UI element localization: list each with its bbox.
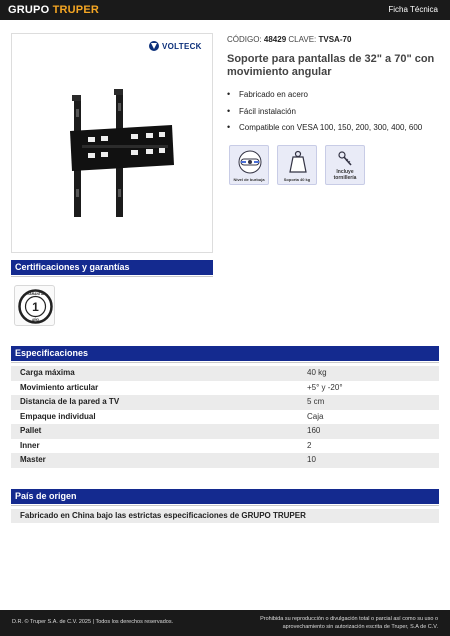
brand-accent-text: TRUPER: [52, 4, 100, 16]
table-row: [11, 395, 439, 410]
code-label: CÓDIGO:: [227, 35, 262, 44]
feature-item: • Fabricado en acero: [227, 90, 422, 99]
icon-caption: Soporta 40 kg: [283, 177, 311, 182]
brand-main-text: GRUPO: [8, 4, 53, 16]
key-value: TVSA-70: [318, 35, 352, 44]
spec-value: 40 kg: [307, 368, 327, 377]
weight-icon: [277, 145, 317, 185]
table-row: [11, 366, 439, 381]
spec-label: Distancia de la pared a TV: [20, 397, 120, 406]
feature-list: [227, 90, 422, 140]
volteck-logo: [149, 41, 202, 51]
warranty-badge-ring-bottom: AÑO: [31, 318, 40, 322]
warranty-badge-number: 1: [32, 300, 39, 314]
spec-value: 2: [307, 440, 312, 450]
icon-caption-line: tornillería: [333, 175, 357, 181]
product-title: Soporte para pantallas de 32" a 70" con movimiento angular: [227, 53, 435, 78]
table-row: [11, 439, 439, 454]
footer-bar: [0, 610, 450, 636]
spec-label: Inner: [20, 440, 40, 450]
level-icon: [229, 145, 269, 185]
warranty-badge: [14, 285, 55, 326]
warranty-badge-icon: [15, 286, 56, 327]
screws-icon: [325, 145, 365, 185]
feature-item: • Fácil instalación: [227, 107, 422, 116]
product-image-box: [11, 33, 213, 253]
spec-label: Carga máxima: [20, 368, 75, 377]
spec-value: 10: [307, 455, 316, 464]
volteck-mark-icon: [149, 41, 159, 51]
icon-caption: [326, 169, 364, 181]
spec-value: Caja: [307, 411, 324, 421]
specifications-table: [11, 366, 439, 468]
footer-copyright: D.R. © Truper S.A. de C.V. 2025 | Todos los derechos reservados.: [12, 619, 174, 625]
table-row: [11, 381, 439, 396]
spec-label: Pallet: [20, 426, 42, 435]
spec-value: 5 cm: [307, 397, 325, 406]
spec-value: +5° y -20°: [307, 382, 343, 392]
footer-legal-notice: Prohibida su reproducción o divulgación total o parcial así como su uso o aprovechamiento sin autorización escrita de Truper, S.A de C.V.: [260, 616, 438, 630]
tv-mount-product-image: [68, 89, 178, 219]
warranty-badge-ring-top: GARANTÍA: [27, 292, 44, 296]
feature-item: • Compatible con VESA 100, 150, 200, 300, 400, 600: [227, 123, 422, 132]
spec-value: 160: [307, 426, 321, 435]
spec-label: Movimiento articular: [20, 382, 99, 392]
origin-header: País de origen: [11, 489, 439, 504]
table-row: [11, 453, 439, 468]
certifications-header: Certificaciones y garantías: [11, 260, 213, 275]
origin-text: Fabricado en China bajo las estrictas especificaciones de GRUPO TRUPER: [11, 509, 439, 523]
table-row: [11, 410, 439, 425]
icon-caption-line: Incluye: [336, 169, 354, 175]
spec-label: Master: [20, 455, 46, 464]
document-type-label: Ficha Técnica: [388, 5, 438, 14]
product-code-line: [227, 35, 351, 44]
table-row: [11, 424, 439, 439]
brand-logo[interactable]: [8, 4, 99, 16]
code-value: 48429: [263, 35, 287, 44]
icon-caption: Nivel de burbuja: [233, 177, 265, 182]
key-label: CLAVE:: [288, 35, 317, 44]
volteck-logo-text: VOLTECK: [162, 41, 202, 51]
feature-icons: [229, 145, 365, 185]
specifications-header: Especificaciones: [11, 346, 439, 361]
spec-label: Empaque individual: [20, 411, 96, 421]
top-header-bar: [0, 0, 450, 20]
